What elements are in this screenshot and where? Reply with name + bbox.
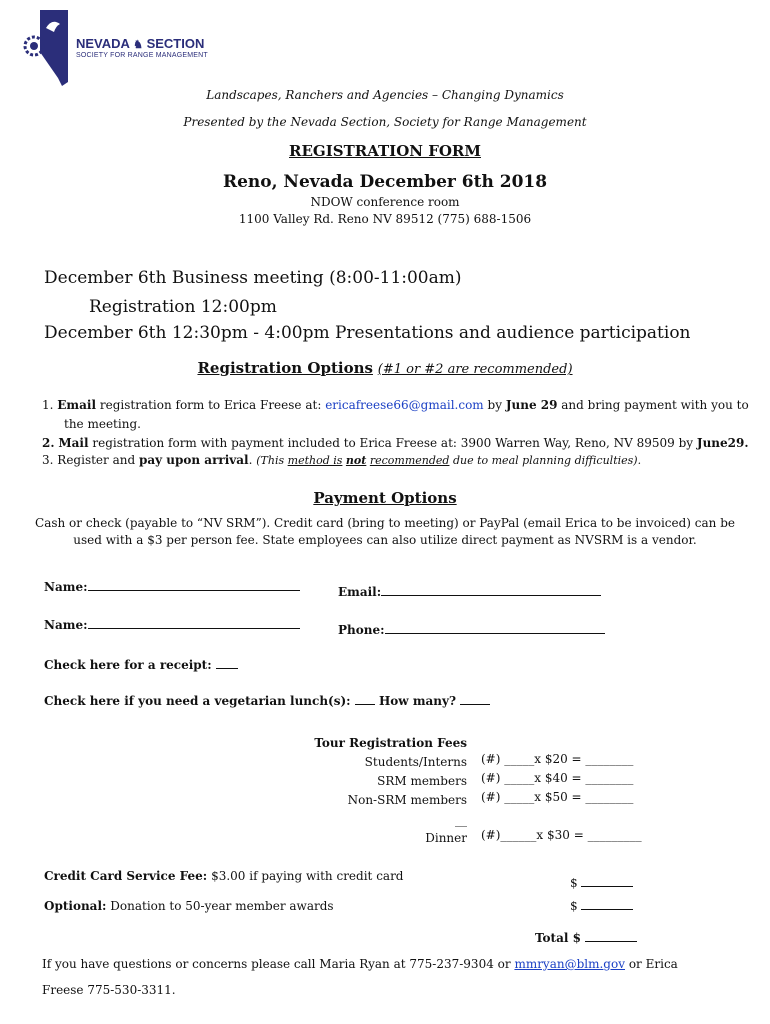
logo-org-nevada: NEVADA — [76, 36, 130, 51]
schedule-business-meeting: December 6th Business meeting (8:00-11:00am) — [44, 268, 462, 288]
option-2: 2. Mail registration form with payment included to Erica Freese at: 3900 Warren Way, Reno, NV 89509 by June29. — [42, 436, 749, 450]
option-1-continued: the meeting. — [64, 417, 141, 431]
cc-fee-amount-field[interactable]: $ — [570, 876, 633, 890]
receipt-checkbox[interactable]: Check here for a receipt: — [44, 658, 238, 672]
fee-label-non-srm: Non-SRM members — [347, 793, 467, 807]
optional-donation: Optional: Donation to 50-year member awards — [44, 899, 334, 913]
event-theme: Landscapes, Ranchers and Agencies – Changing Dynamics — [206, 88, 564, 102]
contact-line2: Freese 775-530-3311. — [42, 983, 176, 997]
contact-line1: If you have questions or concerns please call Maria Ryan at 775-237-9304 or mmryan@blm.gov or Erica — [42, 957, 678, 971]
option-3: 3. Register and pay upon arrival. (This method is not recommended due to meal planning difficulties). — [42, 453, 642, 467]
fee-label-dinner: Dinner — [425, 831, 467, 845]
payment-options-heading: Payment Options — [313, 489, 457, 507]
name-field-2[interactable]: Name: — [44, 618, 300, 632]
email-field[interactable]: Email: — [338, 585, 601, 599]
cc-service-fee: Credit Card Service Fee: $3.00 if paying with credit card — [44, 869, 404, 883]
fee-calc-srm[interactable]: (#) _____x $40 = ________ — [481, 771, 634, 785]
logo-org-section: SECTION — [146, 36, 205, 51]
name-field-1[interactable]: Name: — [44, 580, 300, 594]
registration-options-heading: Registration Options (#1 or #2 are recommended) — [197, 359, 573, 377]
vegetarian-lunch-field[interactable]: Check here if you need a vegetarian lunch(s): How many? — [44, 694, 490, 708]
location-date: Reno, Nevada December 6th 2018 — [222, 172, 548, 192]
nevada-state-outline-icon — [18, 8, 78, 88]
venue: NDOW conference room — [310, 195, 460, 209]
cowboy-icon: ♞ — [133, 39, 143, 51]
maria-email-link[interactable]: mmryan@blm.gov — [514, 957, 625, 971]
payment-text-line2: used with a $3 per person fee. State employees can also utilize direct payment as NVSRM is a vendor. — [73, 533, 697, 547]
fee-calc-students[interactable]: (#) _____x $20 = ________ — [481, 752, 634, 766]
total-amount-field[interactable]: Total $ — [535, 931, 637, 945]
option-1: 1. Email registration form to Erica Freese at: ericafreese66@gmail.com by June 29 and bring payment with you to — [42, 398, 749, 412]
phone-field[interactable]: Phone: — [338, 623, 605, 637]
donation-amount-field[interactable]: $ — [570, 899, 633, 913]
schedule-presentations: December 6th 12:30pm - 4:00pm Presentations and audience participation — [44, 323, 691, 343]
fee-label-srm: SRM members — [377, 774, 467, 788]
venue-address: 1100 Valley Rd. Reno NV 89512 (775) 688-1506 — [238, 212, 532, 226]
nevada-section-srm-logo — [18, 8, 218, 88]
tour-fees-heading: Tour Registration Fees — [314, 736, 467, 750]
form-title: REGISTRATION FORM — [289, 142, 481, 160]
presented-by: Presented by the Nevada Section, Society for Range Management — [183, 115, 587, 129]
schedule-registration: Registration 12:00pm — [89, 297, 277, 317]
dinner-dash: __ — [455, 813, 467, 827]
logo-subtitle: SOCIETY FOR RANGE MANAGEMENT — [76, 52, 208, 59]
fee-label-students: Students/Interns — [364, 755, 467, 769]
payment-text-line1: Cash or check (payable to “NV SRM”). Credit card (bring to meeting) or PayPal (email Erica to be invoiced) can be — [35, 516, 735, 530]
fee-calc-dinner[interactable]: (#)______x $30 = _________ — [481, 828, 642, 842]
erica-email-link[interactable]: ericafreese66@gmail.com — [325, 398, 484, 412]
fee-calc-non-srm[interactable]: (#) _____x $50 = ________ — [481, 790, 634, 804]
